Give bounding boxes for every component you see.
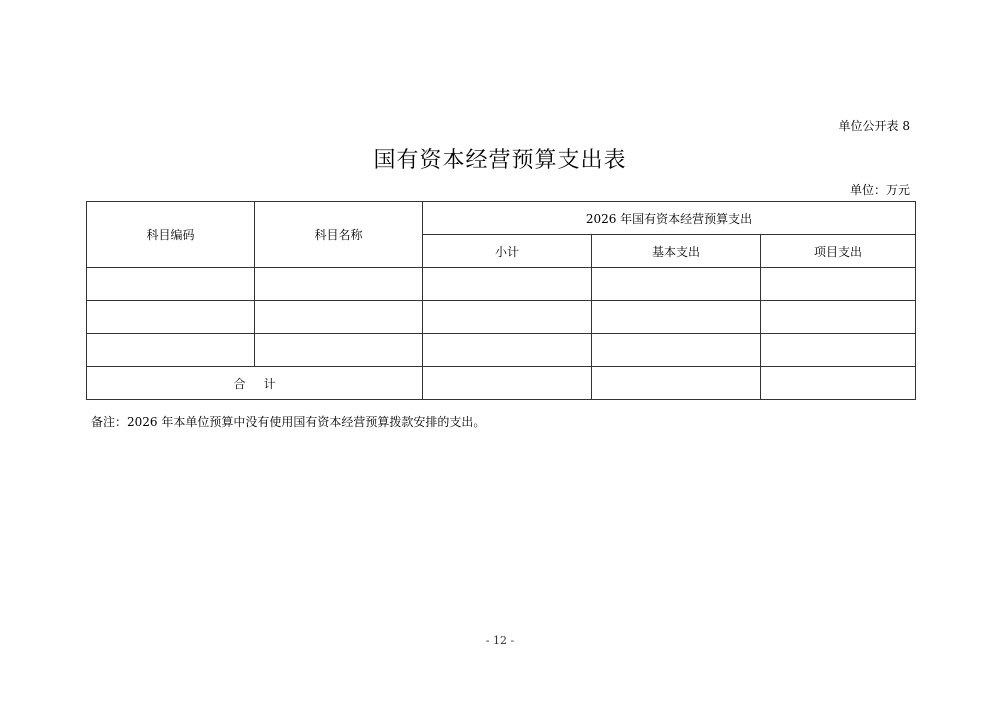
header-subject-code: 科目编码 bbox=[87, 202, 255, 268]
table-cell bbox=[423, 268, 592, 301]
table-cell bbox=[592, 301, 761, 334]
total-row bbox=[87, 367, 916, 400]
table-cell bbox=[255, 268, 423, 301]
unit-label: 单位：万元 bbox=[849, 183, 910, 197]
total-project-cell bbox=[761, 367, 916, 400]
table-header-row bbox=[87, 202, 916, 235]
table-cell bbox=[423, 301, 592, 334]
page-title: 国有资本经营预算支出表 bbox=[373, 148, 627, 173]
table-note: 备注：2026 年本单位预算中没有使用国有资本经营预算拨款安排的支出。 bbox=[91, 415, 486, 429]
header-basic-expenditure: 基本支出 bbox=[592, 235, 761, 268]
total-basic-cell bbox=[592, 367, 761, 400]
table-row bbox=[87, 301, 916, 334]
page-number: - 12 - bbox=[485, 634, 515, 647]
header-subtotal: 小计 bbox=[423, 235, 592, 268]
table-cell bbox=[87, 301, 255, 334]
total-subtotal-cell bbox=[423, 367, 592, 400]
table-cell bbox=[87, 334, 255, 367]
table-cell bbox=[423, 334, 592, 367]
table-cell bbox=[592, 268, 761, 301]
table-cell bbox=[87, 268, 255, 301]
table-cell bbox=[592, 334, 761, 367]
table-cell bbox=[761, 268, 916, 301]
header-project-expenditure: 项目支出 bbox=[761, 235, 916, 268]
form-number-label: 单位公开表 8 bbox=[838, 119, 910, 133]
budget-table bbox=[86, 201, 916, 400]
table-row bbox=[87, 334, 916, 367]
table-cell bbox=[761, 301, 916, 334]
table-row bbox=[87, 268, 916, 301]
table-cell bbox=[255, 301, 423, 334]
header-subject-name: 科目名称 bbox=[255, 202, 423, 268]
table-cell bbox=[255, 334, 423, 367]
total-label: 合计 bbox=[87, 367, 423, 400]
table-cell bbox=[761, 334, 916, 367]
header-expenditure-group: 2026 年国有资本经营预算支出 bbox=[423, 202, 916, 235]
